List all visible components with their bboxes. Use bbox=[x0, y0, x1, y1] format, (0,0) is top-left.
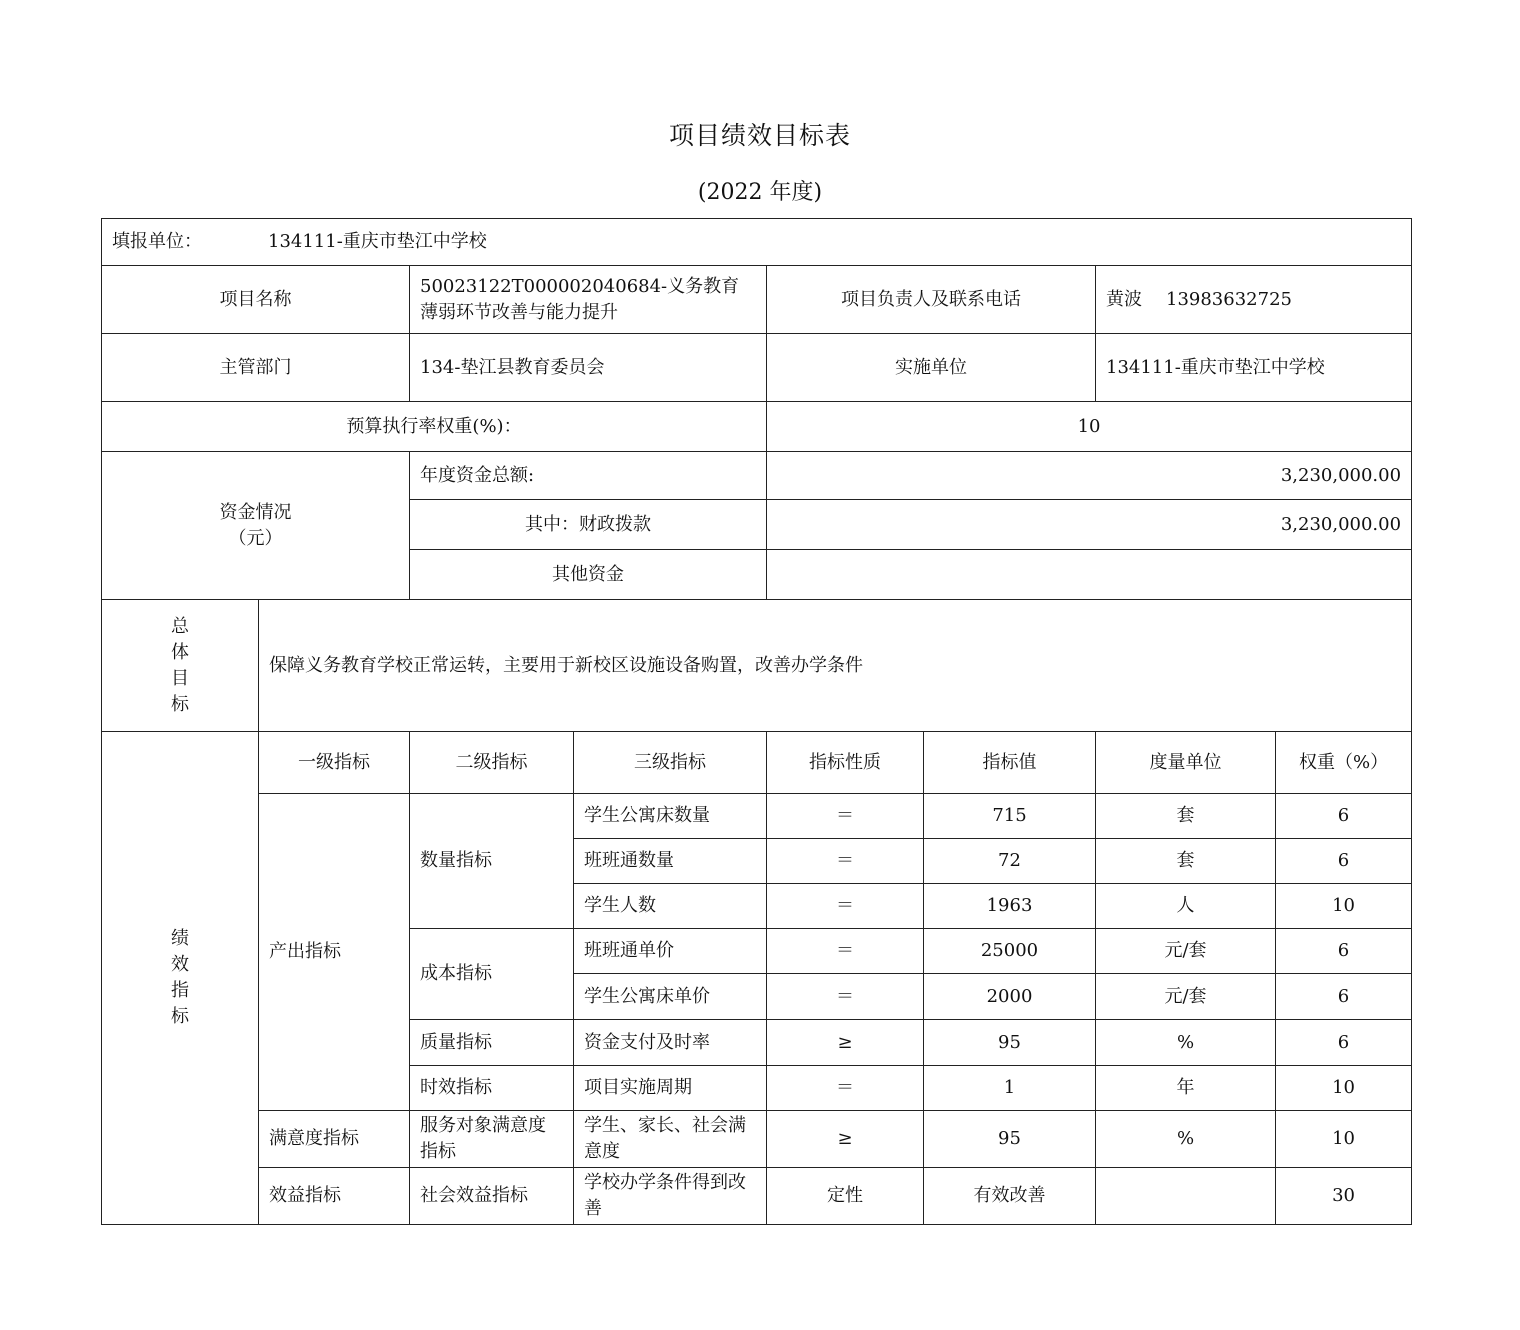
header-level3: 三级指标 bbox=[574, 732, 767, 794]
project-manager-label: 项目负责人及联系电话 bbox=[767, 266, 1096, 334]
funds-total-value: 3,230,000.00 bbox=[767, 452, 1412, 500]
indicator-weight: 10 bbox=[1276, 1066, 1412, 1111]
funds-other-value bbox=[767, 550, 1412, 600]
indicator-unit: 元/套 bbox=[1096, 929, 1276, 974]
indicator-name: 学生人数 bbox=[574, 884, 767, 929]
indicator-value: 25000 bbox=[924, 929, 1096, 974]
indicator-name: 学校办学条件得到改善 bbox=[574, 1168, 767, 1225]
budget-weight-label: 预算执行率权重(%)： bbox=[102, 402, 767, 452]
manager-name: 黄波 bbox=[1106, 288, 1142, 310]
indicator-nature: ＝ bbox=[767, 839, 924, 884]
level2-quantity: 数量指标 bbox=[410, 794, 574, 929]
indicator-nature: 定性 bbox=[767, 1168, 924, 1225]
indicator-value: 95 bbox=[924, 1111, 1096, 1168]
project-name-label: 项目名称 bbox=[102, 266, 410, 334]
level2-social-benefit: 社会效益指标 bbox=[410, 1168, 574, 1225]
manager-phone: 13983632725 bbox=[1166, 288, 1292, 310]
indicator-name: 项目实施周期 bbox=[574, 1066, 767, 1111]
indicator-unit: 套 bbox=[1096, 839, 1276, 884]
indicator-name: 学生公寓床数量 bbox=[574, 794, 767, 839]
indicator-unit: % bbox=[1096, 1111, 1276, 1168]
performance-label-char: 绩 bbox=[171, 928, 189, 949]
indicator-nature: ＝ bbox=[767, 794, 924, 839]
indicator-weight: 10 bbox=[1276, 1111, 1412, 1168]
indicator-weight: 6 bbox=[1276, 929, 1412, 974]
performance-label-char: 指 bbox=[171, 980, 189, 1001]
level1-benefit: 效益指标 bbox=[259, 1168, 410, 1225]
level1-output: 产出指标 bbox=[259, 794, 410, 1111]
reporting-unit-value: 134111-重庆市垫江中学校 bbox=[268, 231, 487, 252]
funds-other-label: 其他资金 bbox=[410, 550, 767, 600]
reporting-unit-row bbox=[102, 219, 1412, 266]
budget-weight-value: 10 bbox=[767, 402, 1412, 452]
performance-label-char: 标 bbox=[171, 1006, 189, 1027]
reporting-unit-label: 填报单位： bbox=[112, 231, 202, 252]
header-weight: 权重（%） bbox=[1276, 732, 1412, 794]
indicator-name: 资金支付及时率 bbox=[574, 1020, 767, 1066]
indicator-nature: ≥ bbox=[767, 1111, 924, 1168]
indicator-value: 95 bbox=[924, 1020, 1096, 1066]
indicator-nature: ＝ bbox=[767, 1066, 924, 1111]
indicator-unit bbox=[1096, 1168, 1276, 1225]
document-subtitle: (2022 年度) bbox=[697, 180, 823, 205]
level2-service-satisfaction: 服务对象满意度指标 bbox=[410, 1111, 574, 1168]
indicator-name: 学生、家长、社会满意度 bbox=[574, 1111, 767, 1168]
table-row bbox=[102, 1168, 1412, 1225]
indicator-value: 有效改善 bbox=[924, 1168, 1096, 1225]
indicator-unit: 套 bbox=[1096, 794, 1276, 839]
indicator-nature: ＝ bbox=[767, 884, 924, 929]
table-row bbox=[102, 1111, 1412, 1168]
header-nature: 指标性质 bbox=[767, 732, 924, 794]
department-label: 主管部门 bbox=[102, 334, 410, 402]
indicator-weight: 10 bbox=[1276, 884, 1412, 929]
indicator-value: 1963 bbox=[924, 884, 1096, 929]
level1-satisfaction: 满意度指标 bbox=[259, 1111, 410, 1168]
impl-unit-label: 实施单位 bbox=[767, 334, 1096, 402]
indicator-name: 学生公寓床单价 bbox=[574, 974, 767, 1020]
performance-label-char: 效 bbox=[171, 954, 189, 975]
header-level2: 二级指标 bbox=[410, 732, 574, 794]
indicator-value: 2000 bbox=[924, 974, 1096, 1020]
document-title: 项目绩效目标表 bbox=[668, 121, 851, 150]
indicator-weight: 6 bbox=[1276, 974, 1412, 1020]
overall-goal-char: 目 bbox=[171, 667, 189, 689]
overall-goal-label bbox=[102, 600, 259, 732]
impl-unit-value: 134111-重庆市垫江中学校 bbox=[1096, 334, 1412, 402]
overall-goal-char: 标 bbox=[171, 693, 189, 715]
project-name-value: 50023122T000002040684-义务教育薄弱环节改善与能力提升 bbox=[410, 266, 767, 334]
department-value: 134-垫江县教育委员会 bbox=[410, 334, 767, 402]
level2-timeliness: 时效指标 bbox=[410, 1066, 574, 1111]
indicator-unit: % bbox=[1096, 1020, 1276, 1066]
indicator-nature: ＝ bbox=[767, 974, 924, 1020]
indicator-unit: 元/套 bbox=[1096, 974, 1276, 1020]
overall-goal-text: 保障义务教育学校正常运转，主要用于新校区设施设备购置，改善办学条件 bbox=[259, 600, 1412, 732]
indicator-value: 72 bbox=[924, 839, 1096, 884]
indicator-weight: 6 bbox=[1276, 839, 1412, 884]
level2-cost: 成本指标 bbox=[410, 929, 574, 1020]
level2-quality: 质量指标 bbox=[410, 1020, 574, 1066]
indicator-weight: 30 bbox=[1276, 1168, 1412, 1225]
funds-fiscal-value: 3,230,000.00 bbox=[767, 500, 1412, 550]
indicator-name: 班班通数量 bbox=[574, 839, 767, 884]
funds-total-label: 年度资金总额: bbox=[410, 452, 767, 500]
header-level1: 一级指标 bbox=[259, 732, 410, 794]
table-row bbox=[102, 794, 1412, 839]
funds-label-line1: 资金情况 bbox=[219, 501, 292, 523]
header-unit: 度量单位 bbox=[1096, 732, 1276, 794]
funds-label-line2: （元） bbox=[228, 527, 283, 549]
indicator-nature: ≥ bbox=[767, 1020, 924, 1066]
indicator-value: 1 bbox=[924, 1066, 1096, 1111]
indicator-nature: ＝ bbox=[767, 929, 924, 974]
overall-goal-char: 体 bbox=[171, 641, 189, 663]
indicator-unit: 年 bbox=[1096, 1066, 1276, 1111]
funds-label bbox=[102, 452, 410, 600]
performance-goal-table bbox=[101, 218, 1412, 1225]
project-manager-value bbox=[1096, 266, 1412, 334]
indicator-weight: 6 bbox=[1276, 794, 1412, 839]
indicator-unit: 人 bbox=[1096, 884, 1276, 929]
indicator-weight: 6 bbox=[1276, 1020, 1412, 1066]
indicator-name: 班班通单价 bbox=[574, 929, 767, 974]
indicator-value: 715 bbox=[924, 794, 1096, 839]
performance-indicators-label bbox=[102, 732, 259, 1225]
overall-goal-char: 总 bbox=[171, 615, 189, 637]
header-value: 指标值 bbox=[924, 732, 1096, 794]
funds-fiscal-label: 其中：财政拨款 bbox=[410, 500, 767, 550]
